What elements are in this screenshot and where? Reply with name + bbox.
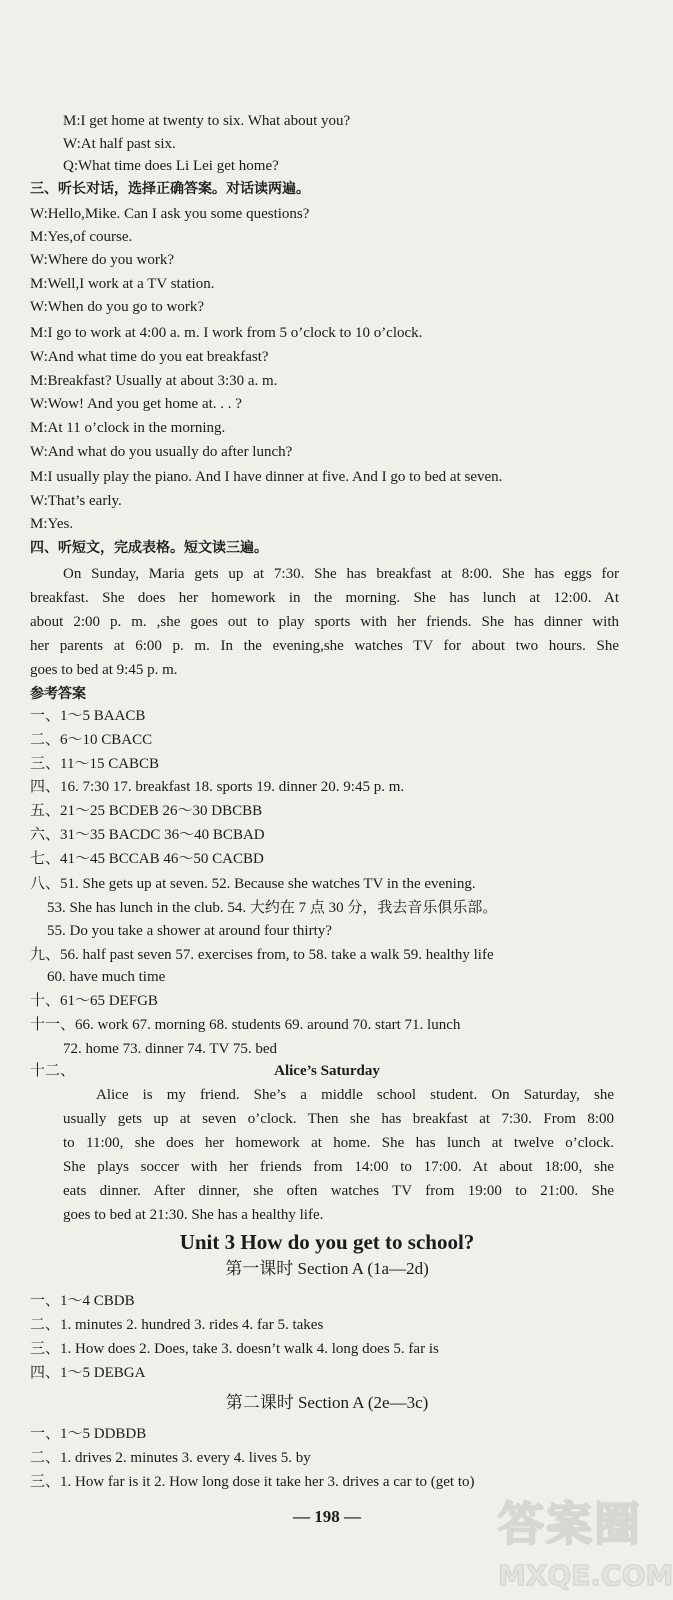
passage-line: her parents at 6:00 p. m. In the evening,she watches TV for about two hours. She xyxy=(30,638,619,654)
answer-line: 一、1～4 CBDB xyxy=(30,1293,135,1309)
answer-line: 53. She has lunch in the club. 54. 大约在 7 点 30 分，我去音乐俱乐部。 xyxy=(47,900,498,916)
watermark-logo-text: 答案圈 xyxy=(498,1497,642,1551)
dialogue-line: W:Where do you work? xyxy=(30,252,174,268)
answers-heading: 参考答案 xyxy=(30,686,86,702)
answer-line: 五、21～25 BCDEB 26～30 DBCBB xyxy=(30,803,263,819)
essay-label: 十二、 xyxy=(30,1063,76,1079)
passage-line: goes to bed at 9:45 p. m. xyxy=(30,662,178,678)
essay-line: to 11:00, she does her homework at home. She has lunch at twelve o’clock. xyxy=(63,1135,614,1151)
dialogue-line: M:At 11 o’clock in the morning. xyxy=(30,420,226,436)
unit-title: Unit 3 How do you get to school? xyxy=(179,1230,475,1254)
answer-line: 九、56. half past seven 57. exercises from, to 58. take a walk 59. healthy life xyxy=(30,947,494,963)
answer-line: 72. home 73. dinner 74. TV 75. bed xyxy=(63,1041,278,1057)
answer-line: 三、1. How far is it 2. How long dose it take her 3. drives a car to (get to) xyxy=(30,1474,475,1490)
answer-line: 四、16. 7:30 17. breakfast 18. sports 19. dinner 20. 9:45 p. m. xyxy=(30,779,405,795)
essay-line: She plays soccer with her friends from 14:00 to 17:00. At about 18:00, she xyxy=(63,1159,614,1175)
essay-line: goes to bed at 21:30. She has a healthy life. xyxy=(63,1207,324,1223)
answer-line: 八、51. She gets up at seven. 52. Because she watches TV in the evening. xyxy=(30,876,476,892)
essay-line: eats dinner. After dinner, she often watches TV from 19:00 to 21:00. She xyxy=(63,1183,614,1199)
answer-line: 七、41～45 BCCAB 46～50 CACBD xyxy=(30,851,264,867)
dialogue-line: M:I go to work at 4:00 a. m. I work from 5 o’clock to 10 o’clock. xyxy=(30,325,423,341)
essay-title: Alice’s Saturday xyxy=(274,1063,380,1079)
dialogue-line: W:At half past six. xyxy=(63,136,176,152)
dialogue-line: M:Yes,of course. xyxy=(30,229,133,245)
lesson-title: 第一课时 Section A (1a—2d) xyxy=(225,1259,429,1278)
dialogue-line: W:And what time do you eat breakfast? xyxy=(30,349,269,365)
section-heading: 三、听长对话，选择正确答案。对话读两遍。 xyxy=(30,181,310,197)
essay-line: Alice is my friend. She’s a middle school student. On Saturday, she xyxy=(96,1087,614,1103)
answer-line: 三、11～15 CABCB xyxy=(30,756,160,772)
answer-line: 一、1～5 DDBDB xyxy=(30,1426,147,1442)
dialogue-line: M:Well,I work at a TV station. xyxy=(30,276,215,292)
answer-line: 60. have much time xyxy=(47,969,166,985)
dialogue-line: M:Yes. xyxy=(30,516,74,532)
dialogue-line: W:And what do you usually do after lunch? xyxy=(30,444,293,460)
passage-line: about 2:00 p. m. ,she goes out to play sports with her friends. She has dinner with xyxy=(30,614,619,630)
dialogue-line: W:When do you go to work? xyxy=(30,299,204,315)
dialogue-line: M:I get home at twenty to six. What about you? xyxy=(63,113,351,129)
passage-line: breakfast. She does her homework in the morning. She has lunch at 12:00. At xyxy=(30,590,619,606)
answer-line: 四、1～5 DEBGA xyxy=(30,1365,146,1381)
lesson-title: 第二课时 Section A (2e—3c) xyxy=(225,1393,429,1412)
answer-line: 一、1～5 BAACB xyxy=(30,708,146,724)
section-heading: 四、听短文，完成表格。短文读三遍。 xyxy=(30,540,268,556)
answer-line: 十、61～65 DEFGB xyxy=(30,993,158,1009)
watermark-logo xyxy=(498,1492,673,1598)
dialogue-line: M:I usually play the piano. And I have dinner at five. And I go to bed at seven. xyxy=(30,469,503,485)
answer-line: 十一、66. work 67. morning 68. students 69. around 70. start 71. lunch xyxy=(30,1017,461,1033)
dialogue-line: W:That’s early. xyxy=(30,493,122,509)
answer-line: 三、1. How does 2. Does, take 3. doesn’t walk 4. long does 5. far is xyxy=(30,1341,439,1357)
answer-line: 二、6～10 CBACC xyxy=(30,732,153,748)
answer-line: 55. Do you take a shower at around four thirty? xyxy=(47,923,332,939)
dialogue-line: W:Hello,Mike. Can I ask you some questions? xyxy=(30,206,310,222)
page-number: — 198 — xyxy=(293,1507,361,1526)
passage-line: On Sunday, Maria gets up at 7:30. She has breakfast at 8:00. She has eggs for xyxy=(63,566,619,582)
answer-line: 二、1. drives 2. minutes 3. every 4. lives 5. by xyxy=(30,1450,311,1466)
dialogue-line: M:Breakfast? Usually at about 3:30 a. m. xyxy=(30,373,278,389)
answer-line: 二、1. minutes 2. hundred 3. rides 4. far 5. takes xyxy=(30,1317,324,1333)
essay-line: usually gets up at seven o’clock. Then she has breakfast at 7:30. From 8:00 xyxy=(63,1111,614,1127)
dialogue-line: Q:What time does Li Lei get home? xyxy=(63,158,279,174)
watermark-url: MXQE.COM xyxy=(498,1559,673,1592)
answer-line: 六、31～35 BACDC 36～40 BCBAD xyxy=(30,827,265,843)
dialogue-line: W:Wow! And you get home at. . . ? xyxy=(30,396,242,412)
